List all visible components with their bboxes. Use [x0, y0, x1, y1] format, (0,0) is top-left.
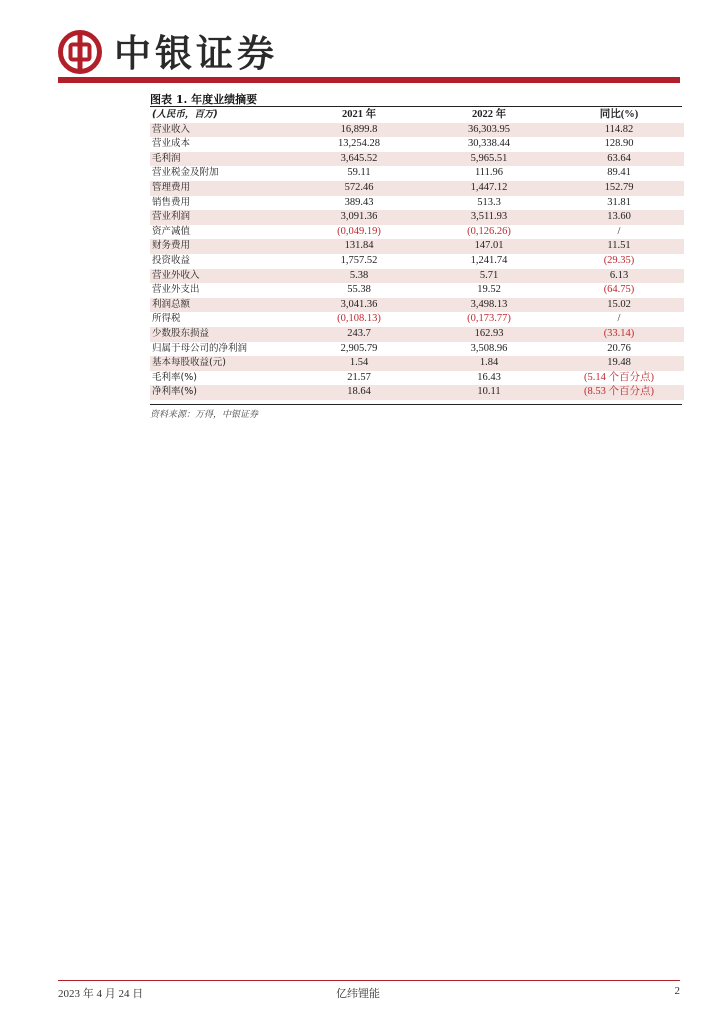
- value-2021: 18.64: [294, 385, 424, 400]
- column-header-2021: 2021 年: [341, 109, 377, 120]
- value-yoy: (64.75): [603, 284, 635, 296]
- value-yoy: /: [617, 313, 621, 325]
- value-yoy: (8.53 个百分点): [554, 385, 684, 400]
- value-yoy: 20.76: [607, 342, 631, 354]
- value-2021: 389.43: [344, 196, 374, 208]
- value-2021: 13,254.28: [338, 138, 380, 150]
- value-yoy: /: [617, 225, 621, 237]
- value-2021: 1.54: [294, 356, 424, 371]
- value-yoy: 152.79: [554, 181, 684, 196]
- table-row: [150, 356, 684, 371]
- value-2021: 55.38: [347, 284, 371, 296]
- row-label: 财务费用: [150, 239, 294, 254]
- value-yoy: 89.41: [607, 167, 631, 179]
- value-2022: 5.71: [424, 269, 554, 284]
- page-number: 2: [674, 985, 680, 997]
- value-yoy: 13.60: [554, 210, 684, 225]
- value-yoy: 114.82: [554, 123, 684, 138]
- row-label: 净利率(%): [150, 385, 294, 400]
- value-2022: 3,498.13: [424, 298, 554, 313]
- value-2021: 1,757.52: [340, 254, 378, 266]
- row-label: 营业外收入: [150, 269, 294, 284]
- row-label: 营业外支出: [152, 284, 200, 296]
- table-row: [150, 342, 684, 357]
- value-2021: 3,645.52: [294, 152, 424, 167]
- row-label: 资产减值: [152, 225, 191, 237]
- table-row: [150, 123, 684, 138]
- value-2022: 1,447.12: [424, 181, 554, 196]
- value-yoy: (33.14): [554, 327, 684, 342]
- row-label: 营业税金及附加: [152, 167, 219, 179]
- row-label: 利润总额: [150, 298, 294, 313]
- bank-of-china-logo-icon: [58, 30, 102, 74]
- row-label: 营业成本: [152, 138, 191, 150]
- table-row: [150, 239, 684, 254]
- value-2022: 19.52: [477, 284, 501, 296]
- value-yoy: (5.14 个百分点): [584, 371, 654, 383]
- table-row: [150, 298, 684, 313]
- table-body: [150, 123, 684, 400]
- value-yoy: 31.81: [607, 196, 631, 208]
- value-2022: 3,508.96: [470, 342, 508, 354]
- value-2022: 30,338.44: [468, 138, 510, 150]
- row-label: 毛利润: [150, 152, 294, 167]
- value-yoy: 15.02: [554, 298, 684, 313]
- table-row: [150, 166, 684, 181]
- value-2022: 5,965.51: [424, 152, 554, 167]
- table-row: [150, 371, 684, 386]
- table-top-rule: [150, 106, 682, 107]
- column-header-unit: (人民币，百万): [152, 109, 218, 120]
- source-note: 资料来源：万得，中银证券: [150, 410, 259, 420]
- value-yoy: 128.90: [604, 138, 634, 150]
- table-row: [150, 181, 684, 196]
- footer-rule: [58, 980, 680, 981]
- value-2021: 131.84: [294, 239, 424, 254]
- table-row: [150, 327, 684, 342]
- row-label: 投资收益: [152, 254, 191, 266]
- value-2022: (0,173.77): [467, 313, 511, 325]
- value-yoy: 6.13: [554, 269, 684, 284]
- header-rule: [58, 77, 680, 83]
- table-row: [150, 283, 684, 298]
- value-2021: 3,041.36: [294, 298, 424, 313]
- row-label: 基本每股收益(元): [150, 356, 294, 371]
- row-label: 销售费用: [152, 196, 191, 208]
- value-2022: 1,241.74: [470, 254, 508, 266]
- row-label: 毛利率(%): [152, 371, 197, 383]
- value-2021: 2,905.79: [340, 342, 378, 354]
- table-row: [150, 254, 684, 269]
- value-2022: 10.11: [424, 385, 554, 400]
- table-row: [150, 137, 684, 152]
- row-label: 管理费用: [150, 181, 294, 196]
- column-header-2022: 2022 年: [471, 109, 507, 120]
- value-2021: 572.46: [294, 181, 424, 196]
- table-bottom-rule: [150, 404, 682, 405]
- value-2021: 5.38: [294, 269, 424, 284]
- row-label: 归属于母公司的净利润: [152, 342, 248, 354]
- value-2021: 3,091.36: [294, 210, 424, 225]
- report-header: [58, 30, 680, 80]
- figure-title: 图表 1. 年度业绩摘要: [150, 93, 258, 106]
- row-label: 少数股东损益: [150, 327, 294, 342]
- value-2022: 111.96: [474, 167, 504, 179]
- table-header-row: [150, 108, 684, 123]
- value-2022: 162.93: [424, 327, 554, 342]
- footer-company: 亿纬锂能: [336, 988, 380, 1000]
- row-label: 所得税: [152, 313, 181, 325]
- value-2022: 3,511.93: [424, 210, 554, 225]
- value-yoy: 63.64: [554, 152, 684, 167]
- table-row: [150, 225, 684, 240]
- table-row: [150, 312, 684, 327]
- value-2021: 243.7: [294, 327, 424, 342]
- value-2022: 513.3: [477, 196, 501, 208]
- value-2021: 16,899.8: [294, 123, 424, 138]
- value-2022: 36,303.95: [424, 123, 554, 138]
- value-2022: 147.01: [424, 239, 554, 254]
- value-2022: (0,126.26): [467, 225, 511, 237]
- column-header-yoy: 同比(%): [599, 109, 639, 120]
- value-2021: (0,049.19): [337, 225, 381, 237]
- value-yoy: 11.51: [554, 239, 684, 254]
- row-label: 营业收入: [150, 123, 294, 138]
- brand-name: 中银证券: [114, 31, 278, 75]
- value-2022: 1.84: [424, 356, 554, 371]
- row-label: 营业利润: [150, 210, 294, 225]
- footer-date: 2023 年 4 月 24 日: [58, 988, 144, 1000]
- table-row: [150, 210, 684, 225]
- value-yoy: 19.48: [554, 356, 684, 371]
- table-row: [150, 152, 684, 167]
- value-2021: 21.57: [347, 371, 371, 383]
- table-row: [150, 385, 684, 400]
- value-yoy: (29.35): [603, 254, 635, 266]
- table-row: [150, 269, 684, 284]
- value-2021: (0,108.13): [337, 313, 381, 325]
- annual-results-table: [150, 108, 684, 400]
- value-2021: 59.11: [347, 167, 371, 179]
- value-2022: 16.43: [477, 371, 501, 383]
- table-row: [150, 196, 684, 211]
